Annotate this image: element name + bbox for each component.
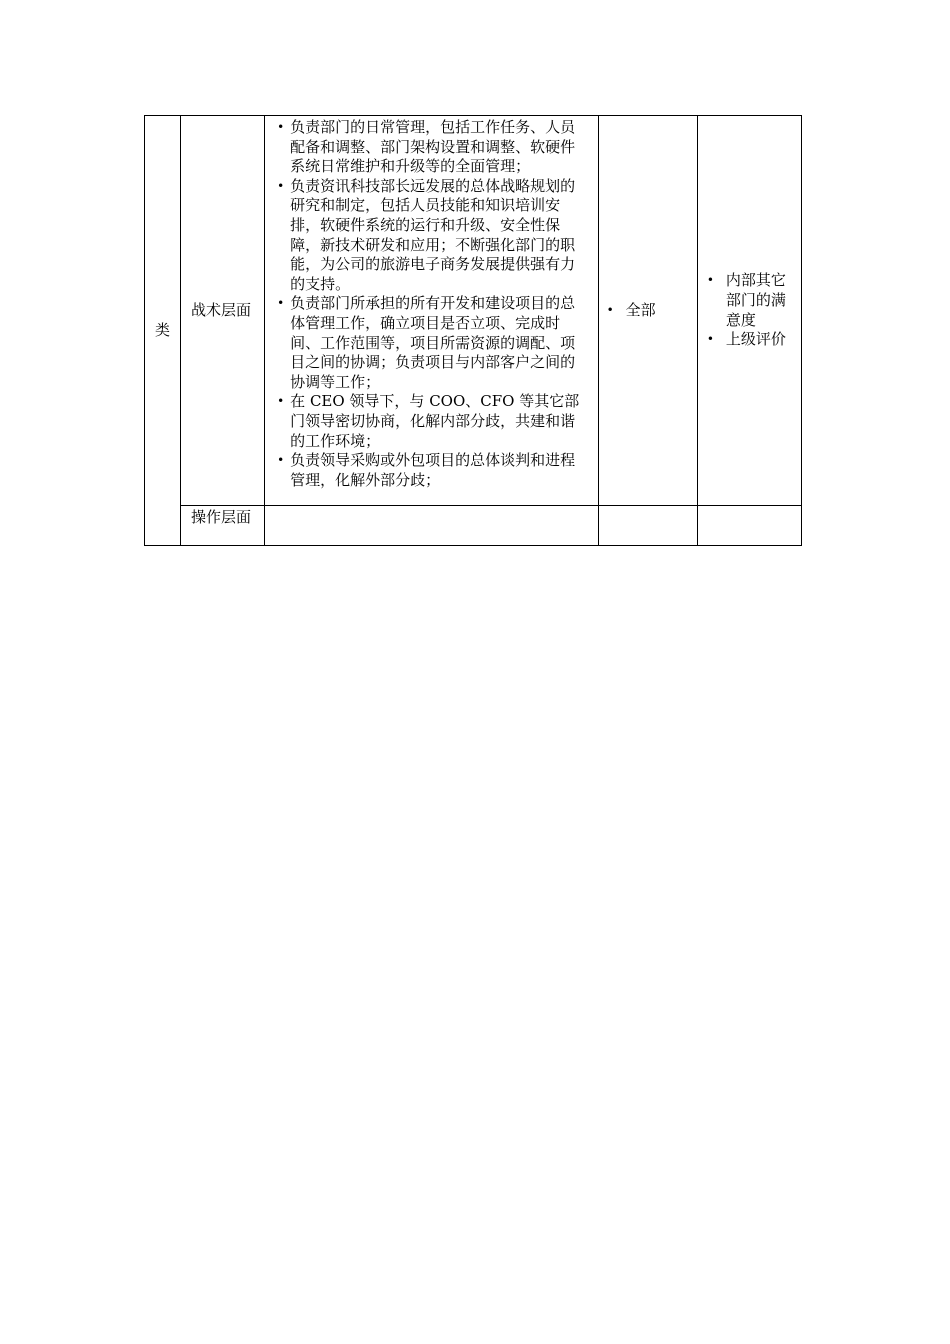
scope-cell — [598, 116, 697, 506]
list-item: • 在 CEO 领导下，与 COO、CFO 等其它部门领导密切协商，化解内部分歧，共建和谐的工作环境； — [275, 392, 588, 451]
evaluation-list — [707, 271, 793, 349]
responsibility-table — [144, 115, 802, 546]
category-cell: 类 — [145, 116, 181, 546]
scope-cell-empty — [598, 506, 697, 546]
list-item: • 上级评价 — [707, 330, 793, 350]
list-item: • 负责领导采购或外包项目的总体谈判和进程管理，化解外部分歧； — [275, 451, 588, 490]
level-cell-operational: 操作层面 — [181, 506, 265, 546]
list-item: • 全部 — [607, 301, 689, 321]
list-item: • 内部其它部门的满意度 — [707, 271, 793, 330]
table-row — [145, 116, 802, 506]
evaluation-cell-empty — [697, 506, 801, 546]
table-row — [145, 506, 802, 546]
responsibilities-cell-empty — [265, 506, 599, 546]
responsibilities-cell — [265, 116, 599, 506]
scope-list — [607, 301, 689, 321]
level-cell-tactical: 战术层面 — [181, 116, 265, 506]
list-item: • 负责资讯科技部长远发展的总体战略规划的研究和制定，包括人员技能和知识培训安排，软硬件系统的运行和升级、安全性保障，新技术研发和应用；不断强化部门的职能，为公司的旅游电子商务发展提供强有力的支持。 — [275, 177, 588, 295]
list-item: • 负责部门所承担的所有开发和建设项目的总体管理工作，确立项目是否立项、完成时间、工作范围等，项目所需资源的调配、项目之间的协调；负责项目与内部客户之间的协调等工作； — [275, 294, 588, 392]
list-item: • 负责部门的日常管理，包括工作任务、人员配备和调整、部门架构设置和调整、软硬件系统日常维护和升级等的全面管理； — [275, 118, 588, 177]
evaluation-cell — [697, 116, 801, 506]
responsibilities-list — [275, 118, 588, 490]
